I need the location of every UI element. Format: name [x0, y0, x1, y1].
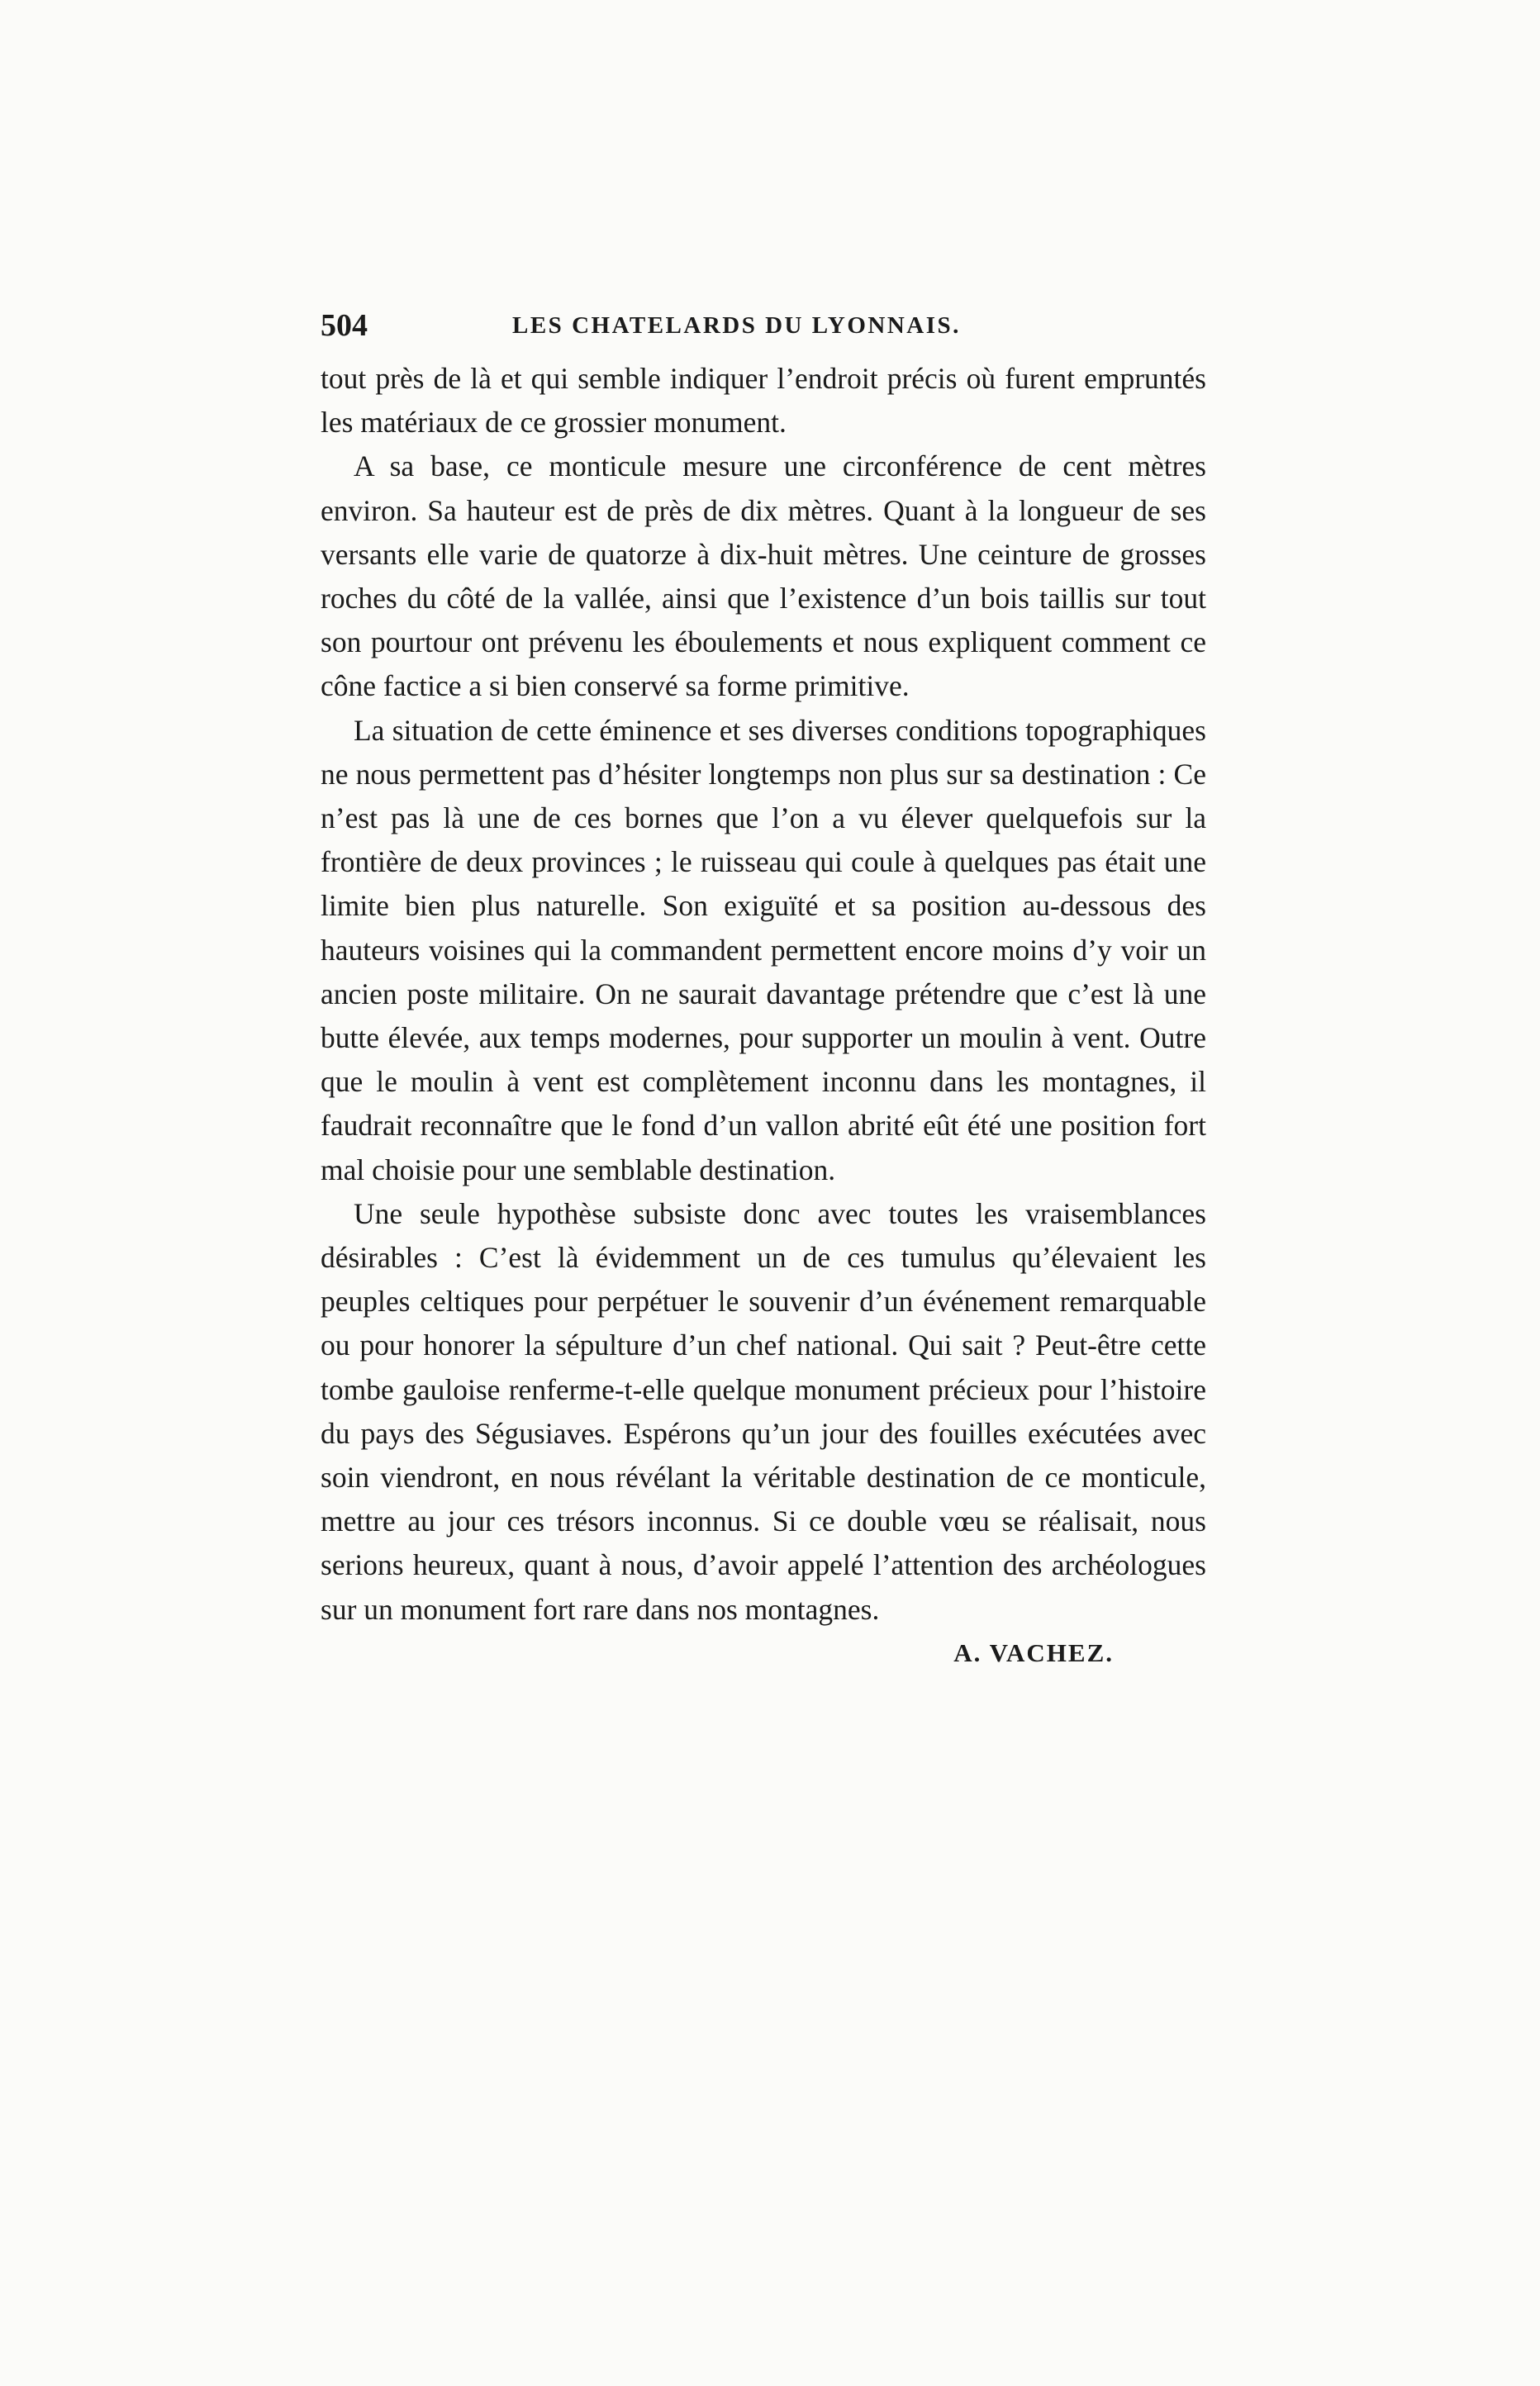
page-header [321, 307, 1206, 357]
page-number: 504 [321, 308, 368, 343]
paragraph-2: A sa base, ce monticule mesure une circonférence de cent mètres environ. Sa hauteur est de près de dix mètres. Quant à la longueur de ses versants elle varie de quatorze à dix-huit mètres. Une ceinture de grosses roches du côté de la vallée, ainsi que l’existence d’un bois taillis sur tout son pourtour ont prévenu les éboulements et nous expliquent comment ce cône factice a si bien conservé sa forme primitive. [321, 449, 1206, 703]
running-head: LES CHATELARDS DU LYONNAIS. [512, 312, 961, 339]
paragraph-1: tout près de là et qui semble indiquer l’endroit précis où furent empruntés les matériaux de ce grossier monument. [321, 362, 1206, 440]
paragraph-4: Une seule hypothèse subsiste donc avec toutes les vraisemblances désirables : C’est là évidemment un de ces tumulus qu’élevaient les peuples celtiques pour perpétuer le souvenir d’un événement remarquable ou pour honorer la sépulture d’un chef national. Qui sait ? Peut-être cette tombe gauloise renferme-t-elle quelque monument précieux pour l’histoire du pays des Ségusiaves. Espérons qu’un jour des fouilles exécutées avec soin viendront, en nous révélant la véritable destination de ce monticule, mettre au jour ces trésors inconnus. Si ce double vœu se réalisait, nous serions heureux, quant à nous, d’avoir appelé l’attention des archéologues sur un monument fort rare dans nos montagnes. [321, 1196, 1206, 1626]
paragraph-3: La situation de cette éminence et ses diverses conditions topographiques ne nous permettent pas d’hésiter longtemps non plus sur sa destination : Ce n’est pas là une de ces bornes que l’on a vu élever quelquefois sur la frontière de deux provinces ; le ruisseau qui coule à quelques pas était une limite bien plus naturelle. Son exiguïté et sa position au-dessous des hauteurs voisines qui la commandent permettent encore moins d’y voir un ancien poste militaire. On ne saurait davantage prétendre que c’est là une butte élevée, aux temps modernes, pour supporter un moulin à vent. Outre que le moulin à vent est complètement inconnu dans les montagnes, il faudrait reconnaître que le fond d’un vallon abrité eût été une position fort mal choisie pour une semblable destination. [321, 713, 1206, 1186]
book-page [321, 307, 1206, 1668]
body-text [321, 357, 1206, 1632]
author-signature: A. VACHEZ. [953, 1637, 1114, 1667]
